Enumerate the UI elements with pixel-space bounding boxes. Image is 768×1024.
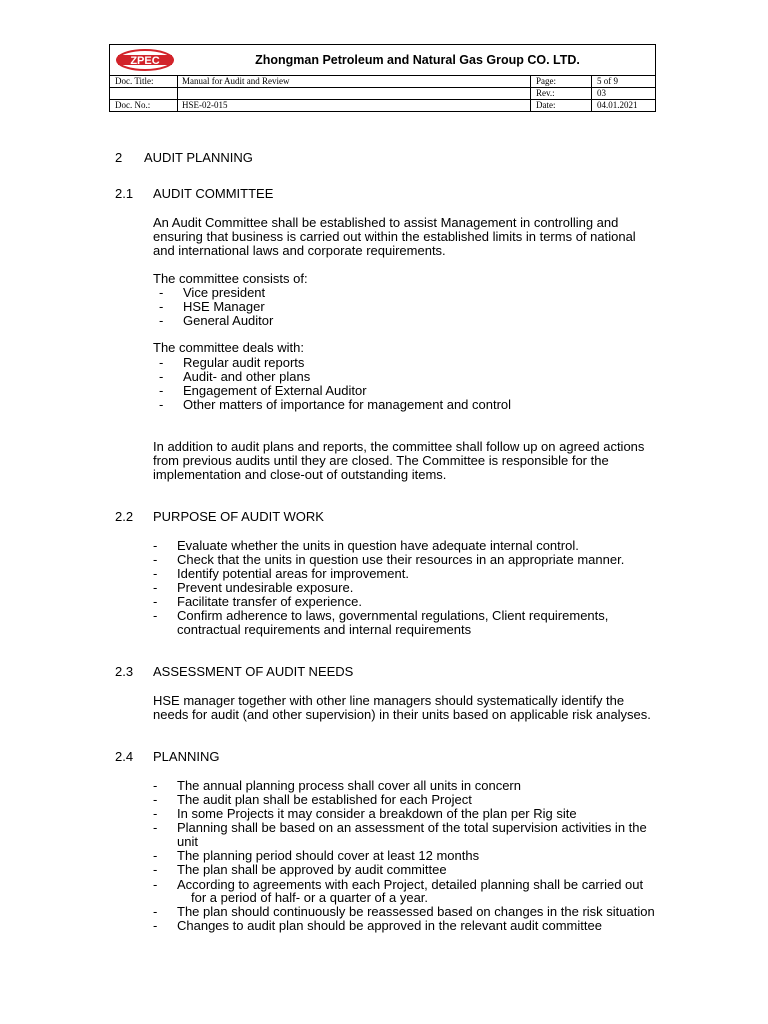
list-item: Facilitate transfer of experience. xyxy=(177,594,362,609)
list-dash: - xyxy=(159,313,164,328)
header-row-docno xyxy=(110,100,655,111)
date-value: 04.01.2021 xyxy=(597,100,638,110)
list-item: Check that the units in question use their resources in an appropriate manner. xyxy=(177,552,625,567)
paragraph-line: implementation and close-out of outstanding items. xyxy=(153,467,447,482)
list-item: Identify potential areas for improvement. xyxy=(177,566,409,581)
zpec-logo-icon xyxy=(116,49,174,71)
section-2-2-title: PURPOSE OF AUDIT WORK xyxy=(153,509,324,524)
list-dash: - xyxy=(159,383,164,398)
rev-label: Rev.: xyxy=(531,88,592,99)
list-item: The plan shall be approved by audit committee xyxy=(177,862,447,877)
list-item: Changes to audit plan should be approved in the relevant audit committee xyxy=(177,918,602,933)
list-dash: - xyxy=(153,608,158,623)
list-dash: - xyxy=(159,299,164,314)
list-item: Confirm adherence to laws, governmental regulations, Client requirements, xyxy=(177,608,609,623)
section-2-1-title: AUDIT COMMITTEE xyxy=(153,186,274,201)
date-label: Date: xyxy=(531,100,592,111)
list-dash: - xyxy=(153,552,158,567)
list-dash: - xyxy=(153,877,158,892)
list-dash: - xyxy=(153,862,158,877)
list-item: The plan should continuously be reassessed based on changes in the risk situation xyxy=(177,904,655,919)
paragraph-line: HSE manager together with other line managers should systematically identify the xyxy=(153,693,625,708)
paragraph-line: from previous audits until they are closed. The Committee is responsible for the xyxy=(153,453,609,468)
list-dash: - xyxy=(159,355,164,370)
list-item-continuation: for a period of half- or a quarter of a year. xyxy=(191,890,429,905)
list-item: Evaluate whether the units in question have adequate internal control. xyxy=(177,538,579,553)
deals-intro: The committee deals with: xyxy=(153,340,305,355)
empty-label xyxy=(110,88,178,99)
list-dash: - xyxy=(153,820,158,835)
page-value: 5 of 9 xyxy=(597,76,618,86)
section-2-number: 2 xyxy=(115,150,123,165)
list-item: Planning shall be based on an assessment of the total supervision activities in the xyxy=(177,820,647,835)
list-item: General Auditor xyxy=(183,313,274,328)
doc-title-value: Manual for Audit and Review xyxy=(178,76,531,87)
header-row-title xyxy=(110,76,655,88)
company-name: Zhongman Petroleum and Natural Gas Group CO. LTD. xyxy=(255,53,580,67)
list-dash: - xyxy=(153,848,158,863)
list-dash: - xyxy=(159,397,164,412)
consists-intro: The committee consists of: xyxy=(153,271,308,286)
list-item: Vice president xyxy=(183,285,266,300)
list-item: The audit plan shall be established for each Project xyxy=(177,792,472,807)
section-2-2-number: 2.2 xyxy=(115,509,134,524)
section-2-1-number: 2.1 xyxy=(115,186,134,201)
svg-text:ZPEC: ZPEC xyxy=(130,55,160,67)
paragraph-line: and international laws and corporate requirements. xyxy=(153,243,446,258)
section-2-3-number: 2.3 xyxy=(115,664,134,679)
list-item: The annual planning process shall cover all units in concern xyxy=(177,778,521,793)
list-dash: - xyxy=(153,566,158,581)
section-2-3-title: ASSESSMENT OF AUDIT NEEDS xyxy=(153,664,354,679)
list-dash: - xyxy=(153,806,158,821)
header-row-rev xyxy=(110,88,655,100)
list-dash: - xyxy=(153,594,158,609)
paragraph-line: An Audit Committee shall be established to assist Management in controlling and xyxy=(153,215,619,230)
list-item-continuation: contractual requirements and internal requirements xyxy=(177,622,472,637)
list-dash: - xyxy=(159,369,164,384)
empty-value xyxy=(178,88,531,99)
list-item: In some Projects it may consider a breakdown of the plan per Rig site xyxy=(177,806,577,821)
list-item: Regular audit reports xyxy=(183,355,305,370)
paragraph-line: ensuring that business is carried out within the established limits in terms of national xyxy=(153,229,636,244)
list-item: The planning period should cover at least 12 months xyxy=(177,848,480,863)
paragraph-line: In addition to audit plans and reports, the committee shall follow up on agreed actions xyxy=(153,439,645,454)
section-2-4-number: 2.4 xyxy=(115,749,134,764)
document-header xyxy=(109,44,656,112)
page-label: Page: xyxy=(531,76,592,87)
section-2-title: AUDIT PLANNING xyxy=(144,150,253,165)
list-dash: - xyxy=(153,792,158,807)
doc-no-value: HSE-02-015 xyxy=(178,100,531,111)
section-2-4-title: PLANNING xyxy=(153,749,220,764)
paragraph-line: needs for audit (and other supervision) in their units based on applicable risk analyses. xyxy=(153,707,651,722)
list-dash: - xyxy=(153,538,158,553)
list-item-continuation: unit xyxy=(177,834,198,849)
list-item: Audit- and other plans xyxy=(183,369,311,384)
list-item: Prevent undesirable exposure. xyxy=(177,580,354,595)
rev-value: 03 xyxy=(597,88,606,98)
list-dash: - xyxy=(153,580,158,595)
list-dash: - xyxy=(153,918,158,933)
doc-title-label: Doc. Title: xyxy=(110,76,178,87)
list-item: Engagement of External Auditor xyxy=(183,383,367,398)
company-logo xyxy=(110,45,180,75)
list-dash: - xyxy=(159,285,164,300)
header-title-row xyxy=(110,45,655,76)
list-item: Other matters of importance for management and control xyxy=(183,397,512,412)
list-item: HSE Manager xyxy=(183,299,265,314)
list-dash: - xyxy=(153,904,158,919)
list-dash: - xyxy=(153,778,158,793)
doc-no-label: Doc. No.: xyxy=(110,100,178,111)
list-item: According to agreements with each Project, detailed planning shall be carried out xyxy=(177,877,644,892)
